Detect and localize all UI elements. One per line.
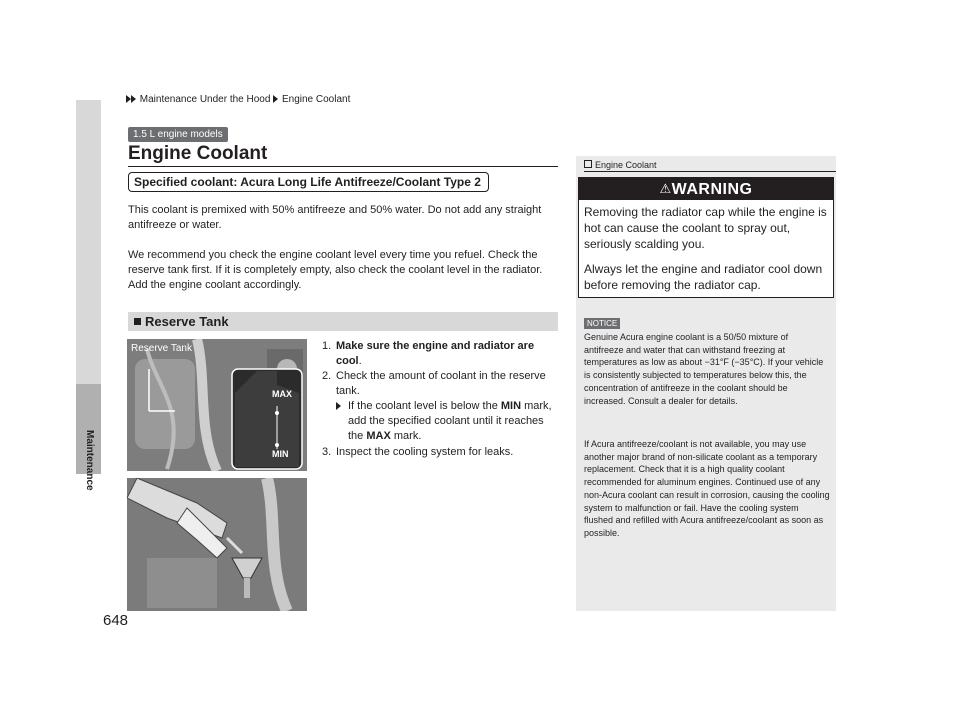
notice-text-2: If Acura antifreeze/coolant is not available, you may use another major brand of non-silicate coolant as a temporary replacement. Check that it is a high quality coolant recommended for aluminum engines. Continued use of any non-Acura coolant can result in corrosion, causing the cooling system to malfunction or fail. Have the cooling system flushed and refilled with Acura antifreeze/coolant as soon as possible. (584, 439, 830, 538)
sidebar-heading-text: Engine Coolant (595, 160, 657, 170)
warning-text-2: Always let the engine and radiator cool down before removing the radiator cap. (584, 262, 823, 292)
section-title: Reserve Tank (145, 314, 229, 329)
reserve-tank-photo (127, 339, 307, 471)
warning-text-1: Removing the radiator cap while the engine is hot can cause the coolant to spray out, seriously scalding you. (584, 205, 827, 251)
breadcrumb-arrow-icon (131, 95, 136, 103)
sidebar-divider (584, 171, 836, 172)
pouring-illustration (127, 478, 307, 611)
breadcrumb-item[interactable]: Engine Coolant (281, 94, 351, 105)
warning-triangle-icon: ⚠ (659, 181, 672, 196)
intro-paragraph: This coolant is premixed with 50% antifreeze and 50% water. Do not add any straight antifreeze or water. (128, 204, 542, 231)
section-square-icon (134, 318, 141, 325)
step-text-end: . (358, 355, 362, 367)
substep-text: mark. (390, 430, 422, 442)
step-2-substep (336, 399, 558, 444)
notice-text-1: Genuine Acura engine coolant is a 50/50 mixture of antifreeze and water that can withstand freezing at temperatures as low as about −31°F (−35°C). If your vehicle is consistently subjected to temperatures below this, the concentration of antifreeze in the coolant should be increased. Consult a dealer for details. (584, 332, 824, 406)
step-2 (322, 369, 558, 444)
step-number: 2. (322, 370, 332, 382)
warning-title: WARNING (671, 181, 753, 198)
warning-header (579, 178, 833, 200)
substep-arrow-icon (336, 402, 341, 410)
sidebar-heading (584, 160, 657, 170)
step-number: 1. (322, 340, 332, 352)
min-label: MIN (272, 449, 289, 459)
section-header (128, 312, 558, 331)
substep-text: If the coolant level is below the (348, 400, 501, 412)
step-text: Inspect the cooling system for leaks. (336, 446, 514, 458)
reserve-tank-label: Reserve Tank (131, 343, 192, 354)
step-1 (322, 339, 558, 369)
chapter-rail (76, 100, 101, 384)
step-text: Check the amount of coolant in the reserve tank. (336, 370, 546, 397)
pouring-coolant-photo (127, 478, 307, 611)
specified-coolant-box: Specified coolant: Acura Long Life Antifreeze/Coolant Type 2 (128, 172, 489, 192)
title-divider (128, 166, 558, 167)
step-number: 3. (322, 446, 332, 458)
page-title: Engine Coolant (128, 143, 268, 164)
recommendation-paragraph: We recommend you check the engine coolant level every time you refuel. Check the reserve tank first. If it is completely empty, also check the coolant level in the radiator. Add the engine coolant accordingly. (128, 249, 543, 291)
min-mark-text: MIN (500, 400, 522, 412)
chapter-tab-label: Maintenance (84, 430, 95, 491)
max-label: MAX (272, 389, 292, 399)
max-mark-text: MAX (366, 430, 391, 442)
page-number: 648 (103, 612, 129, 629)
breadcrumb-item[interactable]: Maintenance Under the Hood (139, 94, 271, 105)
breadcrumb-arrow-icon (273, 95, 278, 103)
step-3 (322, 445, 558, 460)
step-text: Make sure the engine and radiator are cool (336, 340, 535, 367)
breadcrumb (126, 94, 350, 105)
reference-icon (584, 160, 592, 168)
notice-badge: NOTICE (584, 318, 620, 329)
model-badge: 1.5 L engine models (128, 127, 228, 142)
substep-text: mark, add the specified coolant until it reaches the (348, 400, 552, 442)
